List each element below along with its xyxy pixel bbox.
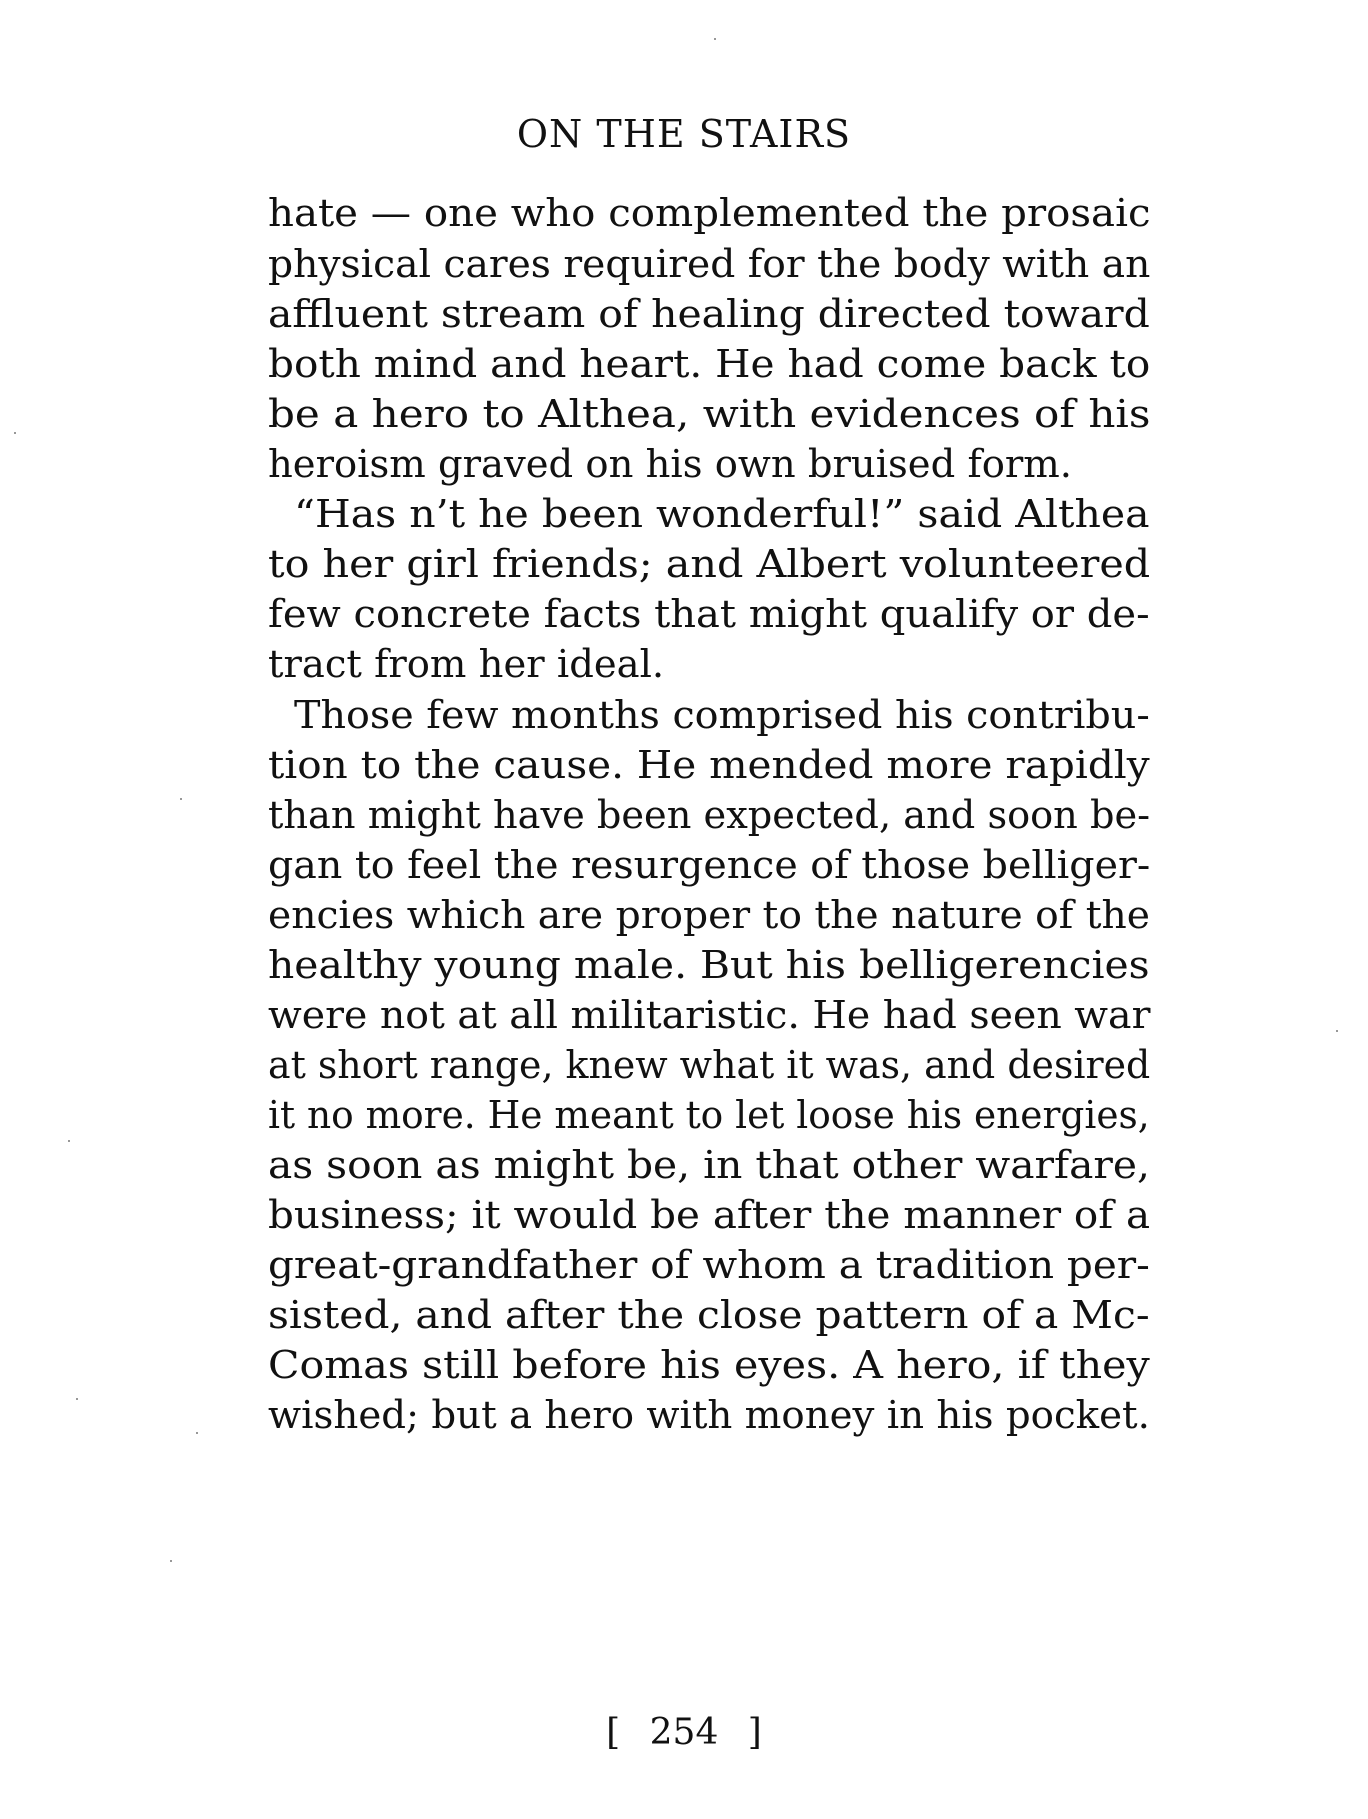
scan-speck bbox=[170, 1560, 172, 1562]
text-line-7: “Has n’t he been wonderful!” said Althea bbox=[294, 492, 1150, 537]
scan-speck bbox=[68, 1140, 70, 1142]
text-line-19: it no more. He meant to let loose his energies, bbox=[268, 1093, 1150, 1138]
text-line-8: to her girl friends; and Albert volunteered bbox=[268, 542, 1151, 587]
text-line-12: tion to the cause. He mended more rapidly bbox=[268, 743, 1150, 788]
text-line-10: tract from her ideal. bbox=[268, 642, 665, 687]
text-line-6: heroism graved on his own bruised form. bbox=[268, 442, 1073, 487]
text-line-1: hate — one who complemented the prosaic bbox=[268, 191, 1151, 236]
text-line-25: wished; but a hero with money in his pocket. bbox=[268, 1393, 1150, 1438]
text-line-5: be a hero to Althea, with evidences of his bbox=[268, 392, 1151, 437]
running-head: ON THE STAIRS bbox=[516, 112, 852, 156]
text-line-14: gan to feel the resurgence of those belliger- bbox=[268, 843, 1151, 888]
text-line-16: healthy young male. But his belligerencies bbox=[268, 943, 1150, 988]
text-line-11: Those few months comprised his contribu- bbox=[294, 693, 1150, 738]
text-line-24: Comas still before his eyes. A hero, if they bbox=[268, 1343, 1150, 1388]
text-line-18: at short range, knew what it was, and desired bbox=[268, 1043, 1151, 1088]
page-number: [ 254 ] bbox=[606, 1712, 762, 1753]
text-line-13: than might have been expected, and soon be- bbox=[268, 793, 1151, 838]
text-line-9: few concrete facts that might qualify or de- bbox=[268, 592, 1150, 637]
scan-speck bbox=[714, 38, 716, 40]
text-line-15: encies which are proper to the nature of the bbox=[268, 893, 1150, 938]
scan-speck bbox=[196, 1432, 198, 1434]
text-line-3: affluent stream of healing directed toward bbox=[268, 292, 1150, 337]
text-line-22: great-grandfather of whom a tradition per- bbox=[268, 1243, 1150, 1288]
text-line-23: sisted, and after the close pattern of a Mc- bbox=[268, 1293, 1150, 1338]
scan-speck bbox=[14, 432, 16, 434]
text-line-20: as soon as might be, in that other warfare, bbox=[268, 1143, 1150, 1188]
scan-speck bbox=[76, 1398, 78, 1400]
text-line-21: business; it would be after the manner of a bbox=[268, 1193, 1151, 1238]
text-line-4: both mind and heart. He had come back to bbox=[268, 342, 1151, 387]
scan-speck bbox=[1336, 1030, 1338, 1032]
scan-speck bbox=[180, 798, 182, 800]
text-line-17: were not at all militaristic. He had seen war bbox=[268, 993, 1151, 1038]
text-line-2: physical cares required for the body with an bbox=[268, 242, 1151, 287]
